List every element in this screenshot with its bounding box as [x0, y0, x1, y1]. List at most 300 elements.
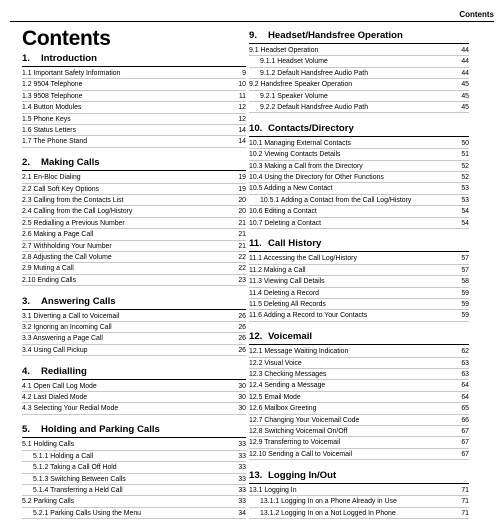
entry-title: Default Handsfree Audio Path	[277, 103, 369, 111]
entry-page-number: 44	[461, 58, 469, 66]
entry-title: Sending a Message	[264, 382, 326, 390]
entry-title: Message Waiting Indication	[264, 348, 349, 356]
entry-label	[22, 439, 232, 450]
toc-entry[interactable]	[249, 299, 469, 310]
entry-page-number: 64	[461, 393, 469, 401]
toc-entry[interactable]	[22, 322, 246, 333]
entry-page-number: 45	[461, 103, 469, 111]
entry-page-number: 71	[461, 509, 469, 517]
entry-number: 10.1	[249, 139, 263, 147]
entry-number: 1.1	[22, 70, 32, 77]
entry-page-number: 71	[461, 486, 469, 494]
entry-number: 11.4	[249, 289, 262, 297]
entry-number: 5.1.2	[33, 464, 49, 472]
toc-entry[interactable]	[22, 311, 246, 322]
entry-page-number: 20	[238, 208, 246, 216]
entry-number: 10.5	[249, 185, 263, 193]
entry-page-number: 10	[238, 81, 246, 89]
entry-title: Accessing the Call Log/History	[263, 255, 357, 263]
entry-label	[249, 403, 455, 414]
entry-page-number: 71	[461, 498, 469, 506]
entry-title: Phone Keys	[33, 115, 71, 123]
section-heading[interactable]	[22, 423, 246, 438]
entry-label	[22, 195, 232, 206]
toc-entry[interactable]	[22, 114, 246, 125]
entry-title: Deleting All Records	[263, 301, 326, 309]
toc-subentry[interactable]	[22, 485, 246, 496]
entry-number: 11.2	[249, 266, 262, 274]
entry-title: Important Safety Information	[33, 70, 121, 77]
entry-number: 2.9	[22, 265, 32, 273]
toc-section	[22, 423, 246, 519]
entry-number: 12.5	[249, 393, 263, 401]
section-heading[interactable]	[22, 52, 246, 67]
entry-title: Deleting a Record	[263, 289, 319, 297]
entry-number: 13.1	[249, 486, 263, 494]
entry-number: 2.10	[22, 276, 36, 284]
toc-column-right	[249, 29, 469, 527]
entry-number: 10.3	[249, 162, 263, 170]
entry-title: En-Bloc Dialing	[33, 174, 81, 182]
entry-page-number: 9	[242, 70, 246, 77]
entry-number: 12.3	[249, 371, 263, 379]
toc-entry[interactable]	[249, 161, 469, 172]
entry-title: Checking Messages	[264, 371, 327, 379]
section-title: Making Calls	[41, 157, 100, 169]
section-title: Call History	[268, 238, 322, 250]
section-number: 11.	[249, 238, 262, 250]
entry-number: 10.6	[249, 208, 263, 216]
toc-entry[interactable]	[22, 195, 246, 206]
entry-page-number: 14	[238, 138, 246, 146]
entry-number: 11.6	[249, 312, 262, 320]
toc-entry[interactable]	[249, 380, 469, 391]
toc-subentry[interactable]	[249, 508, 469, 519]
toc-entry[interactable]	[22, 68, 246, 79]
entry-label	[22, 345, 232, 356]
entry-label	[249, 68, 455, 79]
toc-section	[22, 295, 246, 357]
entry-label	[249, 288, 455, 299]
toc-entry[interactable]	[249, 172, 469, 183]
toc-entry[interactable]	[22, 172, 246, 183]
toc-entry[interactable]	[22, 241, 246, 252]
entry-page-number: 58	[461, 278, 469, 286]
toc-entry[interactable]	[22, 91, 246, 102]
entry-page-number: 30	[238, 382, 246, 390]
entry-label	[249, 253, 455, 264]
entry-title: Making a Call	[263, 266, 306, 274]
toc-entry[interactable]	[249, 485, 469, 496]
entry-number: 2.6	[22, 231, 32, 239]
entry-title: Adjusting the Call Volume	[33, 253, 112, 261]
toc-entry[interactable]	[249, 310, 469, 321]
entry-title: Answering a Page Call	[33, 335, 103, 343]
toc-entry[interactable]	[22, 381, 246, 392]
entry-number: 10.4	[249, 174, 263, 182]
toc-entry[interactable]	[249, 415, 469, 426]
toc-entry[interactable]	[249, 369, 469, 380]
entry-label	[22, 68, 232, 79]
toc-entry[interactable]	[22, 392, 246, 403]
entry-page-number: 67	[461, 439, 469, 447]
entry-title: Adding a Record to Your Contacts	[263, 312, 368, 320]
entry-page-number: 59	[461, 301, 469, 309]
toc-subentry[interactable]	[249, 56, 469, 67]
entry-label	[249, 138, 455, 149]
toc-entry[interactable]	[249, 358, 469, 369]
entry-label	[249, 358, 455, 369]
entry-page-number: 44	[461, 69, 469, 77]
entry-label	[22, 241, 232, 252]
entry-title: Calling from the Call Log/History	[33, 208, 133, 216]
entry-title: Button Modules	[33, 104, 82, 112]
section-heading[interactable]	[249, 29, 469, 44]
toc-section	[249, 122, 469, 229]
entry-page-number: 33	[238, 452, 246, 460]
entry-label	[249, 310, 455, 321]
entry-number: 10.2	[249, 151, 263, 159]
toc-subentry[interactable]	[22, 474, 246, 485]
toc-entry[interactable]	[22, 206, 246, 217]
entry-label	[249, 218, 455, 229]
entry-label	[22, 102, 232, 113]
toc-subentry[interactable]	[22, 508, 246, 519]
entry-number: 4.1	[22, 382, 32, 390]
entry-title: Deleting a Contact	[264, 219, 322, 227]
entry-label	[22, 125, 232, 136]
entry-number: 3.2	[22, 324, 32, 332]
entry-label	[249, 426, 455, 437]
entry-page-number: 57	[461, 255, 469, 263]
entry-title: Headset Operation	[260, 47, 319, 54]
toc-entry[interactable]	[249, 218, 469, 229]
toc-entry[interactable]	[22, 125, 246, 136]
entry-number: 12.9	[249, 439, 263, 447]
toc-entry[interactable]	[22, 263, 246, 274]
entry-number: 1.3	[22, 92, 32, 100]
toc-entry[interactable]	[249, 265, 469, 276]
section-number: 10.	[249, 122, 263, 134]
entry-number: 12.10	[249, 450, 267, 458]
entry-label	[249, 161, 455, 172]
entry-number: 2.1	[22, 174, 32, 182]
entry-page-number: 66	[461, 416, 469, 424]
entry-title: Visual Voice	[264, 359, 302, 367]
section-heading-rule	[249, 237, 469, 252]
entry-number: 12.7	[249, 416, 263, 424]
entry-label	[249, 195, 455, 206]
entry-page-number: 19	[238, 174, 246, 182]
entry-page-number: 30	[238, 405, 246, 413]
entry-page-number: 22	[238, 253, 246, 261]
entry-page-number: 21	[238, 231, 246, 239]
entry-number: 2.5	[22, 219, 32, 227]
toc-subentry[interactable]	[22, 462, 246, 473]
entry-title: Email Mode	[264, 393, 301, 401]
entry-title: Status Letters	[33, 126, 77, 134]
entry-page-number: 50	[461, 139, 469, 147]
entry-number: 3.4	[22, 346, 32, 354]
entry-title: Switching Voicemail On/Off	[264, 428, 348, 436]
entry-number: 2.2	[22, 185, 32, 193]
entry-number: 1.2	[22, 81, 32, 89]
entry-label	[22, 184, 232, 195]
entry-label	[22, 322, 232, 333]
toc-subentry[interactable]	[249, 68, 469, 79]
entry-number: 5.2.1	[33, 509, 49, 517]
entry-title: Selecting Your Redial Mode	[33, 405, 119, 413]
entry-number: 1.6	[22, 126, 32, 134]
entry-label	[22, 252, 232, 263]
entry-label	[249, 206, 455, 217]
entry-label	[249, 102, 455, 113]
entry-title: Call Soft Key Options	[33, 185, 100, 193]
toc-section	[249, 469, 469, 519]
entry-number: 2.7	[22, 242, 32, 250]
toc-subentry[interactable]	[249, 102, 469, 113]
entry-number: 10.5.1	[260, 196, 280, 204]
section-heading-rule	[22, 365, 246, 380]
entry-title: Transferring a Held Call	[50, 486, 123, 494]
section-heading[interactable]	[249, 469, 469, 484]
entry-page-number: 33	[238, 464, 246, 472]
entry-page-number: 12	[238, 104, 246, 112]
toc-entry[interactable]	[249, 288, 469, 299]
entry-number: 12.1	[249, 348, 263, 356]
entry-title: Logging In	[264, 486, 297, 494]
entry-number: 11.1	[249, 255, 262, 263]
entry-number: 5.1.3	[33, 475, 49, 483]
entry-title: Muting a Call	[33, 265, 74, 273]
toc-entry[interactable]	[22, 345, 246, 356]
toc-entry[interactable]	[22, 229, 246, 240]
entry-label	[249, 91, 455, 102]
entry-number: 1.7	[22, 138, 32, 146]
toc-subentry[interactable]	[249, 496, 469, 507]
toc-subentry[interactable]	[249, 195, 469, 206]
entry-label	[22, 263, 232, 274]
entry-label	[249, 183, 455, 194]
entry-title: Adding a Contact from the Call Log/History	[280, 196, 412, 204]
toc-entry[interactable]	[249, 426, 469, 437]
toc-entry[interactable]	[22, 333, 246, 344]
entry-page-number: 59	[461, 289, 469, 297]
entry-number: 9.1.1	[260, 58, 276, 66]
entry-title: Making a Call from the Directory	[264, 162, 363, 170]
entry-page-number: 23	[238, 276, 246, 284]
toc-entry[interactable]	[22, 184, 246, 195]
toc-entry[interactable]	[22, 252, 246, 263]
toc-entry[interactable]	[249, 403, 469, 414]
entry-page-number: 59	[461, 312, 469, 320]
toc-entry[interactable]	[22, 136, 246, 147]
toc-entry[interactable]	[22, 403, 246, 414]
toc-entry[interactable]	[249, 183, 469, 194]
entry-label	[22, 451, 232, 462]
entry-page-number: 53	[461, 196, 469, 204]
entry-page-number: 21	[238, 242, 246, 250]
entry-title: Parking Calls	[33, 498, 75, 506]
section-title: Redialling	[41, 365, 87, 377]
entry-title: Managing External Contacts	[264, 139, 351, 147]
entry-page-number: 11	[238, 92, 246, 100]
section-title: Answering Calls	[41, 295, 116, 307]
entry-label	[249, 437, 455, 448]
entry-number: 12.8	[249, 428, 263, 436]
toc-section	[249, 29, 469, 113]
entry-label	[249, 415, 455, 426]
entry-label	[22, 392, 232, 403]
entry-label	[249, 380, 455, 391]
section-heading[interactable]	[249, 237, 469, 252]
entry-label	[22, 79, 232, 90]
entry-page-number: 22	[238, 265, 246, 273]
entry-number: 2.3	[22, 197, 32, 205]
entry-page-number: 33	[238, 498, 246, 506]
entry-title: Last Dialed Mode	[33, 394, 88, 402]
entry-label	[249, 276, 455, 287]
entry-number: 2.8	[22, 253, 32, 261]
entry-page-number: 54	[461, 208, 469, 216]
entry-title: Using the Directory for Other Functions	[264, 174, 384, 182]
section-number: 9.	[249, 30, 258, 41]
entry-number: 5.1	[22, 441, 32, 449]
entry-label	[249, 45, 455, 56]
toc-entry[interactable]	[22, 102, 246, 113]
section-heading[interactable]	[22, 365, 246, 380]
entry-number: 3.3	[22, 335, 32, 343]
entry-number: 9.1	[249, 47, 259, 54]
section-heading-rule	[249, 469, 469, 484]
section-number: 13.	[249, 469, 263, 481]
toc-entry[interactable]	[249, 253, 469, 264]
entry-page-number: 45	[461, 81, 469, 89]
entry-title: Viewing Call Details	[263, 278, 325, 286]
section-heading[interactable]	[249, 122, 469, 137]
entry-label	[249, 56, 455, 67]
toc-entry[interactable]	[249, 206, 469, 217]
entry-label	[249, 79, 455, 90]
toc-subentry[interactable]	[249, 91, 469, 102]
entry-page-number: 26	[238, 312, 246, 320]
entry-label	[22, 403, 232, 414]
section-number: 5.	[22, 424, 31, 436]
section-heading[interactable]	[22, 295, 246, 310]
entry-label	[249, 369, 455, 380]
section-heading-rule	[249, 330, 469, 345]
entry-title: Using Call Pickup	[33, 346, 88, 354]
entry-number: 5.1.1	[33, 452, 49, 460]
entry-title: Speaker Volume	[277, 92, 328, 100]
toc-section	[22, 365, 246, 415]
entry-label	[22, 311, 232, 322]
section-heading[interactable]	[22, 156, 246, 171]
toc-entry[interactable]	[22, 79, 246, 90]
toc-entry[interactable]	[249, 346, 469, 357]
toc-entry[interactable]	[22, 439, 246, 450]
entry-page-number: 51	[461, 151, 469, 159]
section-heading-rule	[249, 29, 469, 44]
entry-label	[249, 172, 455, 183]
toc-entry[interactable]	[22, 496, 246, 507]
entry-label	[22, 496, 232, 507]
entry-title: Logging In on a Phone Already in Use	[281, 498, 397, 506]
entry-number: 4.3	[22, 405, 32, 413]
entry-page-number: 53	[461, 185, 469, 193]
entry-page-number: 63	[461, 371, 469, 379]
entry-label	[22, 474, 232, 485]
section-heading-rule	[22, 423, 246, 438]
section-number: 4.	[22, 365, 31, 377]
entry-title: Ending Calls	[37, 276, 77, 284]
entry-label	[22, 114, 232, 125]
entry-title: Mailbox Greeting	[264, 405, 317, 413]
toc-entry[interactable]	[249, 392, 469, 403]
entry-page-number: 21	[238, 219, 246, 227]
section-title: Voicemail	[268, 331, 313, 343]
entry-label	[22, 172, 232, 183]
entry-page-number: 45	[461, 92, 469, 100]
entry-title: Sending a Call to Voicemail	[268, 450, 353, 458]
toc-entry[interactable]	[249, 276, 469, 287]
entry-number: 12.4	[249, 382, 263, 390]
toc-entry[interactable]	[22, 275, 246, 286]
toc-entry[interactable]	[249, 45, 469, 56]
toc-subentry[interactable]	[22, 451, 246, 462]
section-number: 12.	[249, 331, 263, 343]
entry-number: 13.1.2	[260, 509, 280, 517]
entry-number: 11.3	[249, 278, 262, 286]
toc-entry[interactable]	[249, 437, 469, 448]
entry-label	[22, 381, 232, 392]
toc-entry[interactable]	[249, 149, 469, 160]
toc-entry[interactable]	[249, 79, 469, 90]
entry-number: 1.5	[22, 115, 32, 123]
entry-title: The Phone Stand	[33, 138, 88, 146]
entry-title: Switching Between Calls	[50, 475, 126, 483]
entry-page-number: 67	[461, 450, 469, 458]
entry-label	[22, 333, 232, 344]
entry-label	[249, 449, 455, 460]
entry-label	[22, 91, 232, 102]
toc-entry[interactable]	[249, 449, 469, 460]
entry-page-number: 20	[238, 197, 246, 205]
entry-label	[249, 392, 455, 403]
toc-entry[interactable]	[22, 218, 246, 229]
entry-number: 2.4	[22, 208, 32, 216]
entry-title: Withholding Your Number	[33, 242, 112, 250]
entry-label	[22, 508, 232, 519]
section-heading-rule	[22, 295, 246, 310]
entry-page-number: 34	[238, 509, 246, 517]
entry-page-number: 44	[461, 47, 469, 54]
section-heading[interactable]	[249, 330, 469, 345]
entry-page-number: 33	[238, 475, 246, 483]
entry-page-number: 52	[461, 162, 469, 170]
entry-page-number: 19	[238, 185, 246, 193]
entry-number: 13.1.1	[260, 498, 280, 506]
header-rule	[10, 21, 494, 22]
entry-label	[22, 485, 232, 496]
page-title: Contents	[22, 27, 111, 50]
toc-entry[interactable]	[249, 138, 469, 149]
entry-title: Headset Volume	[277, 58, 328, 66]
section-title: Headset/Handsfree Operation	[268, 30, 403, 41]
toc-section	[249, 237, 469, 321]
entry-page-number: 63	[461, 359, 469, 367]
section-title: Holding and Parking Calls	[41, 424, 160, 436]
